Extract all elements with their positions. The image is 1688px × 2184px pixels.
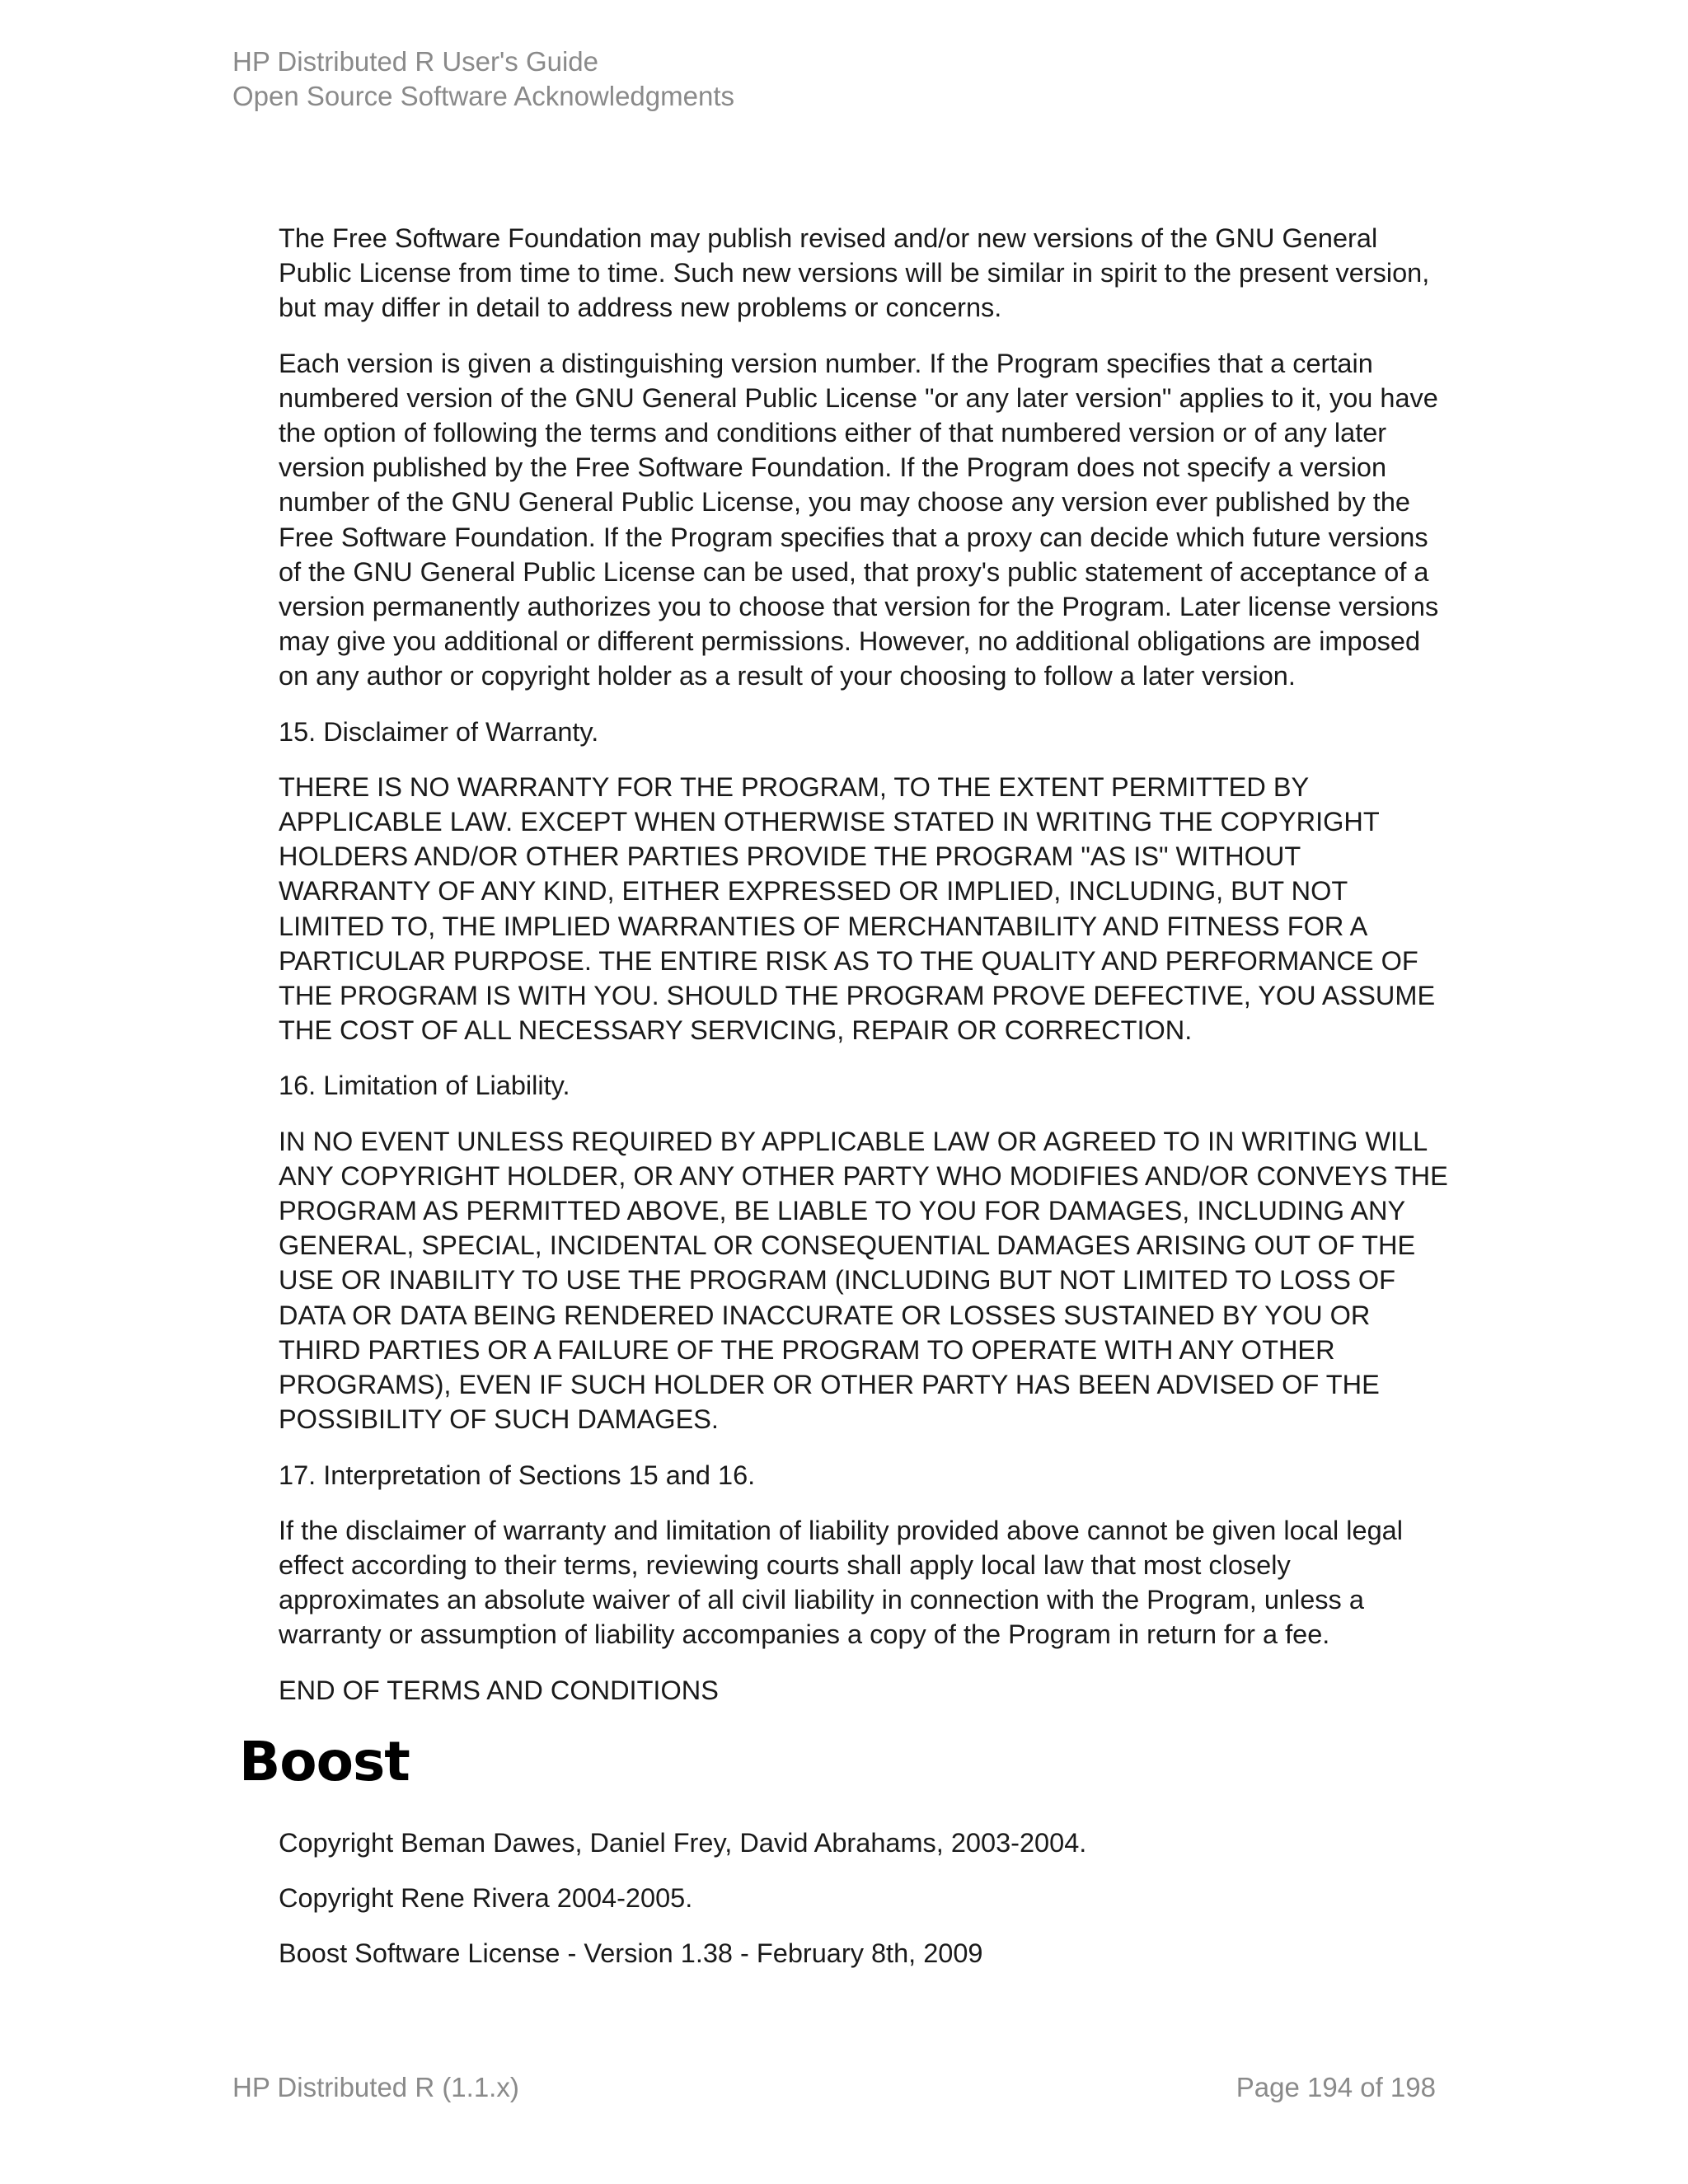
page-header (232, 45, 1469, 114)
boost-section (279, 1825, 1449, 1992)
paragraph-gpl-revisions: The Free Software Foundation may publish revised and/or new versions of the GNU General Public License from time to time. Such new versions will be similar in spirit to the present version, but may differ in detail to address new problems or concerns. (279, 223, 1430, 323)
paragraph-liability-limitation: IN NO EVENT UNLESS REQUIRED BY APPLICABLE LAW OR AGREED TO IN WRITING WILL ANY COPYRIGHT HOLDER, OR ANY OTHER PARTY WHO MODIFIES AND/OR CONVEYS THE PROGRAM AS PERMITTED ABOVE, BE LIABLE TO YOU FOR DAMAGES, INCLUDING ANY GENERAL, SPECIAL, INCIDENTAL OR CONSEQUENTIAL DAMAGES ARISING OUT OF THE USE OR INABILITY TO USE THE PROGRAM (INCLUDING BUT NOT LIMITED TO LOSS OF DATA OR DATA BEING RENDERED INACCURATE OR LOSSES SUSTAINED BY YOU OR THIRD PARTIES OR A FAILURE OF THE PROGRAM TO OPERATE WITH ANY OTHER PROGRAMS), EVEN IF SUCH HOLDER OR OTHER PARTY HAS BEEN ADVISED OF THE POSSIBILITY OF SUCH DAMAGES. (279, 1126, 1448, 1435)
product-version: HP Distributed R (1.1.x) (232, 2072, 519, 2102)
document-title: HP Distributed R User's Guide (232, 46, 599, 77)
page-footer (232, 2070, 1436, 2105)
boost-copyright-2: Copyright Rene Rivera 2004-2005. (279, 1883, 693, 1914)
boost-heading: Boost (239, 1730, 410, 1793)
section-15-title: 15. Disclaimer of Warranty. (279, 716, 599, 747)
section-16-title: 16. Limitation of Liability. (279, 1071, 570, 1101)
boost-license-version: Boost Software License - Version 1.38 - February 8th, 2009 (279, 1938, 983, 1969)
paragraph-version-numbers: Each version is given a distinguishing version number. If the Program specifies that a certain numbered version of the GNU General Public License "or any later version" applies to it, you have the option of following the terms and conditions either of that numbered version or of any later version published by the Free Software Foundation. If the Program does not specify a version number of the GNU General Public License, you may choose any version ever published by the Free Software Foundation. If the Program specifies that a proxy can decide which future versions of the GNU General Public License can be used, that proxy's public statement of acceptance of a version permanently authorizes you to choose that version for the Program. Later license versions may give you additional or different permissions. However, no additional obligations are imposed on any author or copyright holder as a result of your choosing to follow a later version. (279, 348, 1439, 691)
paragraph-interpretation: If the disclaimer of warranty and limitation of liability provided above cannot be given local legal effect according to their terms, reviewing courts shall apply local law that most closely approximates an absolute waiver of all civil liability in connection with the Program, unless a warranty or assumption of liability accompanies a copy of the Program in return for a fee. (279, 1515, 1403, 1650)
section-17-title: 17. Interpretation of Sections 15 and 16. (279, 1460, 756, 1490)
chapter-title: Open Source Software Acknowledgments (232, 81, 735, 111)
end-of-terms: END OF TERMS AND CONDITIONS (279, 1675, 719, 1705)
paragraph-warranty-disclaimer: THERE IS NO WARRANTY FOR THE PROGRAM, TO THE EXTENT PERMITTED BY APPLICABLE LAW. EXCEPT WHEN OTHERWISE STATED IN WRITING THE COPYRIGHT HOLDERS AND/OR OTHER PARTIES PROVIDE THE PROGRAM "AS IS" WITHOUT WARRANTY OF ANY KIND, EITHER EXPRESSED OR IMPLIED, INCLUDING, BUT NOT LIMITED TO, THE IMPLIED WARRANTIES OF MERCHANTABILITY AND FITNESS FOR A PARTICULAR PURPOSE. THE ENTIRE RISK AS TO THE QUALITY AND PERFORMANCE OF THE PROGRAM IS WITH YOU. SHOULD THE PROGRAM PROVE DEFECTIVE, YOU ASSUME THE COST OF ALL NECESSARY SERVICING, REPAIR OR CORRECTION. (279, 771, 1436, 1046)
license-text (279, 221, 1449, 1728)
boost-copyright-1: Copyright Beman Dawes, Daniel Frey, David Abrahams, 2003-2004. (279, 1828, 1087, 1858)
page-number: Page 194 of 198 (1236, 2072, 1436, 2102)
